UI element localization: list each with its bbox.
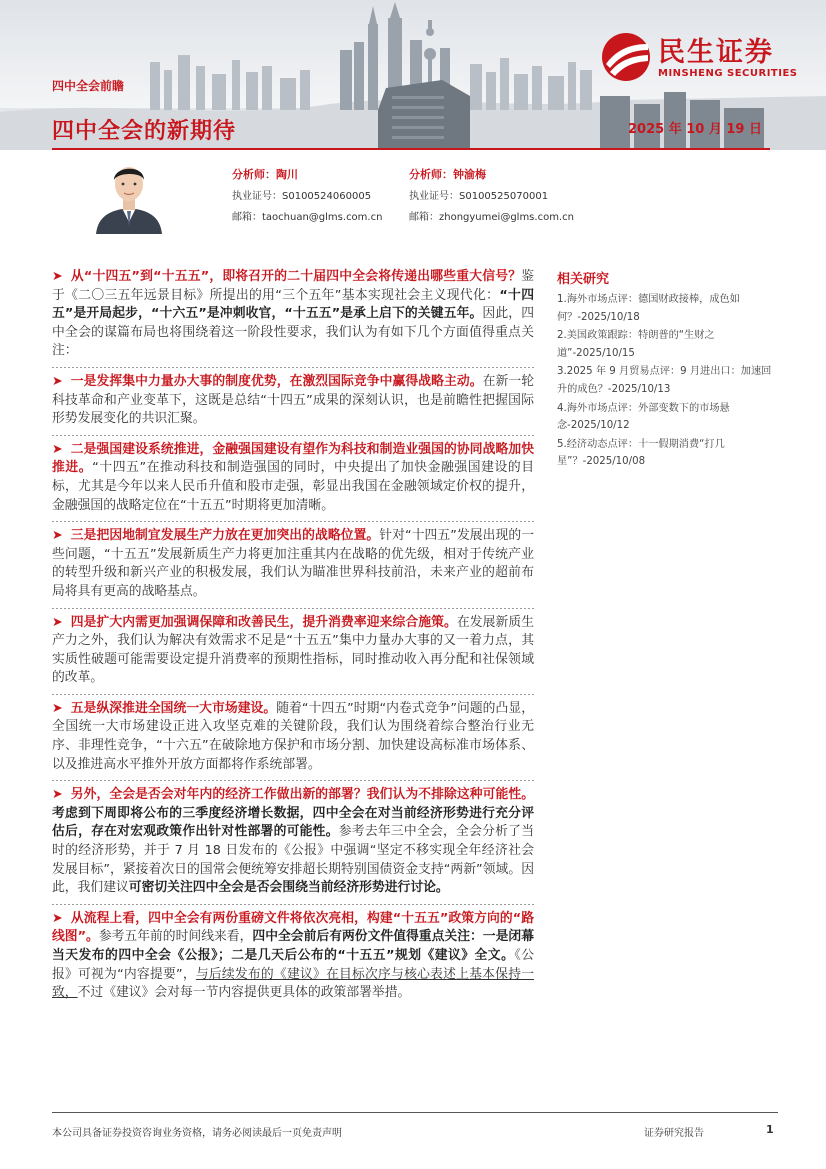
key-point: 一是发挥集中力量办大事的制度优势，在激烈国际竞争中赢得战略主动。: [70, 373, 483, 389]
page-title: 四中全会的新期待: [52, 119, 237, 144]
bold-text: 可密切关注四中全会是否会围绕当前经济形势进行讨论。: [128, 880, 449, 896]
analyst-cert: S0100524060005: [282, 191, 372, 202]
footer-report-type: 证券研究报告: [644, 1128, 704, 1139]
dotted-divider: [52, 904, 534, 905]
related-item[interactable]: 5.经济动态点评：十一假期消费“打几星”？-2025/10/08: [557, 438, 725, 468]
analyst-name: 钟渝梅: [453, 168, 486, 181]
paragraph-5: [52, 614, 534, 688]
dotted-divider: [52, 435, 534, 436]
body-text: 随着“十四五”时期“内卷式竞争”问题的凸显，全国统一大市场建设正进入攻坚克难的关键阶段，我们认为围绕着综合整治行业无序、非理性竞争，“十六五”在破除地方保护和市场分割、加快建设高标准市场体系、以及推进高水平推外开放方面都将作系统部署。: [52, 700, 534, 772]
analyst-label: 分析师：: [409, 168, 453, 181]
paragraph-6: [52, 700, 534, 774]
body-text: 《公报》可视为“内容提要”，: [52, 948, 535, 982]
body-text: 在新一轮科技革命和产业变革下，这既是总结“十四五”成果的深刻认识，也是前瞻性把握国际形势发展变化的共识汇聚。: [52, 373, 535, 427]
email-label: 邮箱：: [232, 212, 262, 223]
email-label: 邮箱：: [409, 212, 439, 223]
body-text: 参考去年三中全会，全会分析了当时的经济形势，并于 7 月 18 日发布的《公报》中强调“坚定不移实现全年经济社会发展目标”，紧接着次日的国常会便统筹安排超长期特别国债资金支持“两新”领域。因此，我们建议: [52, 824, 535, 896]
paragraph-3: [52, 441, 534, 515]
bold-text: “十四五”是开局起步，“十六五”是冲刺收官，“十五五”是承上启下的关键五年。: [52, 287, 534, 322]
related-item[interactable]: 4.海外市场点评：外部变数下的市场悬念-2025/10/12: [557, 402, 730, 432]
analyst-email[interactable]: taochuan@glms.com.cn: [262, 212, 383, 223]
paragraph-2: [52, 373, 534, 429]
dotted-divider: [52, 367, 534, 368]
body-text: 在发展新质生产力之外，我们认为解决有效需求不足是“十五五”集中力量办大事的又一着力点，其实质性破题可能需要设定提升消费率的预期性指标，同时推动收入再分配和社保领域的改革。: [52, 614, 535, 686]
analyst-cert: S0100525070001: [459, 191, 549, 202]
key-point: 从流程上看，四中全会有两份重磅文件将依次亮相，构建“十五五”政策方向的“路线图”。: [52, 910, 534, 945]
related-research: [557, 268, 772, 472]
footer-divider: [52, 1112, 778, 1113]
main-content: [52, 268, 534, 1009]
body-text: 参考五年前的时间线来看，: [98, 929, 253, 945]
paragraph-7: [52, 786, 534, 898]
logo-english-name: MINSHENG SECURITIES: [658, 68, 798, 79]
arrow-bullet-icon: ➤: [52, 441, 63, 457]
underlined-text: 与后续发布的《建议》在目标次序与核心表述上基本保持一致，: [52, 966, 534, 1001]
arrow-bullet-icon: ➤: [52, 269, 63, 284]
minsheng-logo-icon: [600, 30, 652, 84]
paragraph-4: [52, 527, 534, 601]
related-item[interactable]: 1.海外市场点评：德国财政接棒，成色如何？-2025/10/18: [557, 294, 740, 323]
key-point: 五是纵深推进全国统一大市场建设。: [70, 700, 277, 716]
arrow-bullet-icon: ➤: [52, 614, 63, 630]
bold-text: 四中全会前后有两份文件值得重点关注：一是闭幕当天发布的四中全会《公报》；二是几天后公布的“十五五”规划《建议》全文。: [52, 929, 534, 963]
dotted-divider: [52, 780, 534, 781]
bold-text: 考虑到下周即将公布的三季度经济增长数据，四中全会在对当前经济形势进行充分评估后，存在对宏观政策作出针对性部署的可能性。: [52, 805, 534, 840]
arrow-bullet-icon: ➤: [52, 910, 63, 926]
paragraph-1: [52, 268, 534, 361]
analyst-email[interactable]: zhongyumei@glms.com.cn: [439, 212, 574, 223]
key-point: 从“十四五”到“十五五”，即将召开的二十届四中全会将传递出哪些重大信号？: [70, 269, 522, 284]
dotted-divider: [52, 694, 534, 695]
body-text: “十四五”在推动科技和制造强国的同时，中央提出了加快金融强国建设的目标，尤其是今年以来人民币升值和股市走强，彰显出我国在金融领域定价权的提升，金融强国的战略定位在“十五五”时期将更加清晰。: [52, 460, 535, 513]
cert-label: 执业证号：: [232, 191, 282, 202]
arrow-bullet-icon: ➤: [52, 787, 63, 803]
company-logo: [600, 30, 810, 88]
key-point: 另外，全会是否会对年内的经济工作做出新的部署？我们认为不排除这种可能性。: [70, 787, 534, 803]
arrow-bullet-icon: ➤: [52, 700, 63, 716]
page-number: 1: [766, 1123, 774, 1136]
analyst-card-2: [409, 164, 574, 228]
header-divider: [52, 148, 770, 150]
related-item[interactable]: 3.2025 年 9 月贸易点评：9 月进出口：加速回升的成色？-2025/10/13: [557, 366, 772, 395]
arrow-bullet-icon: ➤: [52, 373, 63, 389]
body-text: 针对“十四五”发展出现的一些问题，“十五五”发展新质生产力将更加注重其内在战略的优先级，相对于传统产业的转型升级和新兴产业的积极发展，我们认为瞄准世界科技前沿，未来产业的超前布局将具有更高的战略基点。: [52, 528, 535, 599]
analyst-avatar: [92, 156, 166, 234]
body-text: 因此，四中全会的谋篇布局也将围绕着这一阶段性要求，我们认为有如下几个方面值得重点关注：: [52, 306, 534, 359]
analyst-name: 陶川: [276, 168, 298, 181]
dotted-divider: [52, 608, 534, 609]
related-item[interactable]: 2.美国政策跟踪：特朗普的“生财之道”-2025/10/15: [557, 330, 715, 359]
body-text: 不过《建议》会对每一节内容提供更具体的政策部署举措。: [77, 985, 411, 1001]
body-text: 鉴于《二〇三五年远景目标》所提出的用“三个五年”基本实现社会主义现代化：: [52, 269, 534, 303]
key-point: 三是把因地制宜发展生产力放在更加突出的战略位置。: [70, 528, 380, 544]
analyst-card-1: [232, 164, 382, 228]
report-category: 四中全会前瞻: [52, 79, 125, 93]
related-research-title: 相关研究: [557, 272, 610, 287]
dotted-divider: [52, 521, 534, 522]
logo-chinese-name: 民生证券: [658, 37, 774, 68]
paragraph-8: [52, 910, 534, 1003]
report-date: 2025 年 10 月 19 日: [628, 122, 762, 137]
cert-label: 执业证号：: [409, 191, 459, 202]
key-point: 二是强国建设系统推进，金融强国建设有望作为科技和制造业强国的协同战略加快推进。: [52, 441, 534, 476]
analyst-label: 分析师：: [232, 168, 276, 181]
footer-disclaimer: 本公司具备证券投资咨询业务资格，请务必阅读最后一页免责声明: [52, 1128, 342, 1139]
key-point: 四是扩大内需更加强调保障和改善民生，提升消费率迎来综合施策。: [70, 614, 457, 630]
arrow-bullet-icon: ➤: [52, 528, 63, 544]
